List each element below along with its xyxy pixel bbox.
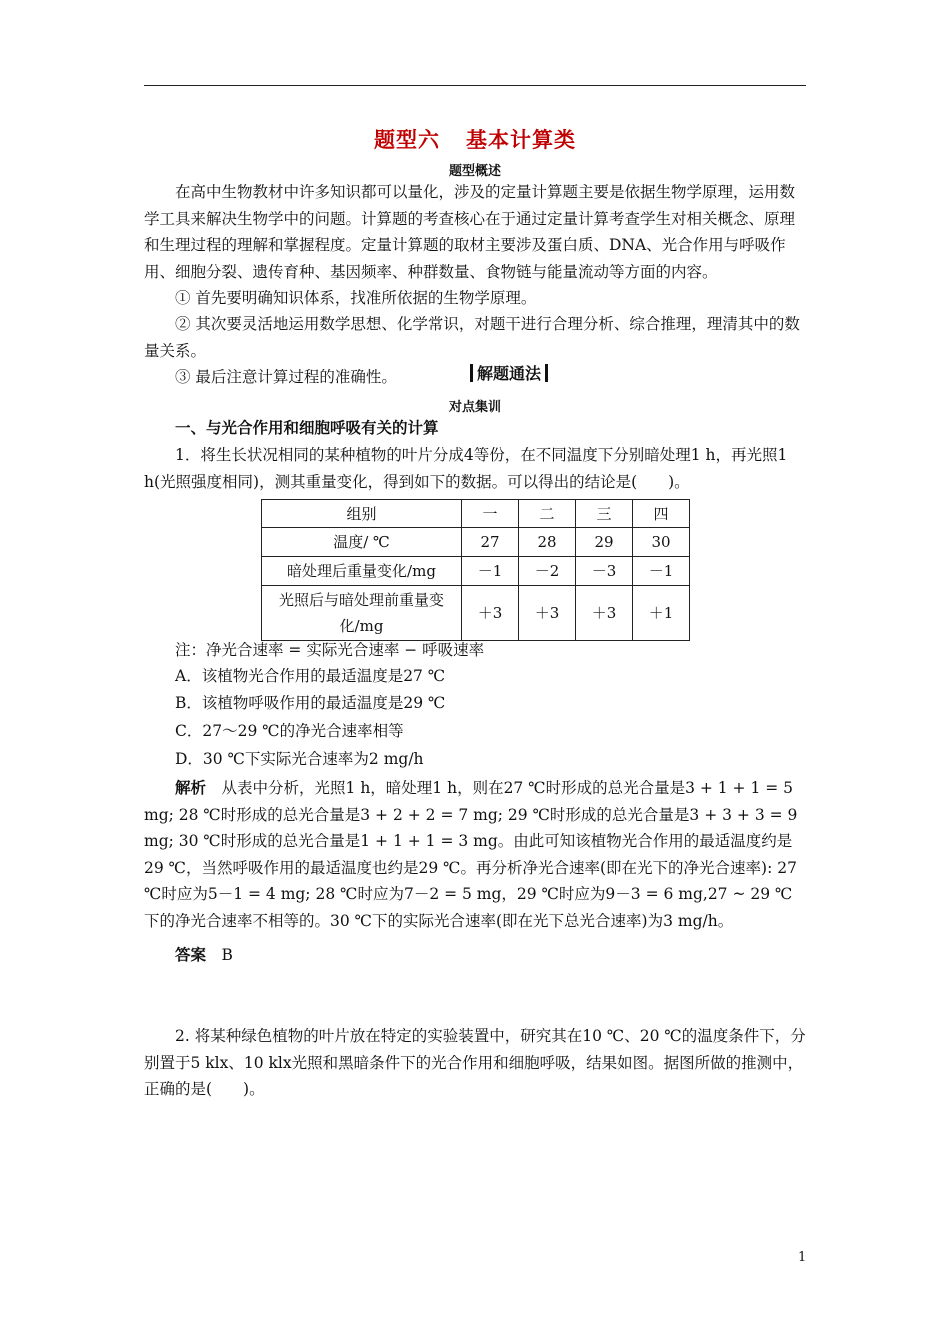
table-cell: 暗处理后重量变化/mg — [262, 557, 462, 586]
practice-label: 对点集训 — [448, 400, 501, 415]
table-row — [262, 557, 690, 586]
q1-option-b: B．该植物呼吸作用的最适温度是29 ℃ — [175, 694, 446, 712]
section1-heading: 一、与光合作用和细胞呼吸有关的计算 — [175, 418, 439, 437]
table-cell: 29 — [576, 528, 633, 557]
q1-option-c: C．27～29 ℃的净光合速率相等 — [175, 722, 404, 740]
table-cell: －3 — [576, 557, 633, 586]
table-cell: ＋3 — [462, 586, 519, 641]
point-1: ① 首先要明确知识体系，找准所依据的生物学原理。 — [175, 289, 537, 307]
answer-value: B — [221, 946, 233, 964]
table-cell: 30 — [633, 528, 690, 557]
table-cell: 28 — [519, 528, 576, 557]
q1-data-table — [261, 499, 690, 641]
q1-option-d: D．30 ℃下实际光合速率为2 mg/h — [175, 750, 424, 768]
table-cell: －2 — [519, 557, 576, 586]
table-row — [262, 586, 690, 641]
table-cell: 一 — [462, 500, 519, 528]
table-row — [262, 528, 690, 557]
q2-stem: 2. 将某种绿色植物的叶片放在特定的实验装置中，研究其在10 ℃、20 ℃的温度条件下，分别置于5 klx、10 klx光照和黑暗条件下的光合作用和细胞呼吸，结果如图。据图所做的推测中，正确的是( )。 — [144, 1027, 806, 1098]
q1-option-a: A．该植物光合作用的最适温度是27 ℃ — [175, 667, 446, 685]
point-3: ③ 最后注意计算过程的准确性。 — [175, 368, 397, 386]
table-cell: 27 — [462, 528, 519, 557]
table-cell: 三 — [576, 500, 633, 528]
header-rule — [144, 85, 806, 86]
table-cell: ＋3 — [576, 586, 633, 641]
analysis-label: 解析 — [175, 778, 207, 797]
intro-paragraph: 在高中生物教材中许多知识都可以量化，涉及的定量计算题主要是依据生物学原理，运用数学工具来解决生物学中的问题。计算题的考查核心在于通过定量计算考查学生对相关概念、原理和生理过程的理解和掌握程度。定量计算题的取材主要涉及蛋白质、DNA、光合作用与呼吸作用、细胞分裂、遗传育种、基因频率、种群数量、食物链与能量流动等方面的内容。 — [144, 183, 796, 281]
title-part1: 题型六 — [374, 127, 440, 152]
page-title — [0, 124, 950, 154]
table-cell: 二 — [519, 500, 576, 528]
table-cell: ＋1 — [633, 586, 690, 641]
page-number: 1 — [798, 1250, 807, 1265]
overview-label: 题型概述 — [448, 164, 501, 179]
q1-stem: 1．将生长状况相同的某种植物的叶片分成4等份，在不同温度下分别暗处理1 h，再光照1 h(光照强度相同)，测其重量变化，得到如下的数据。可以得出的结论是( )。 — [144, 446, 788, 491]
point-2: ② 其次要灵活地运用数学思想、化学常识，对题干进行合理分析、综合推理，理清其中的数量关系。 — [144, 315, 800, 360]
table-cell: 四 — [633, 500, 690, 528]
table-cell: －1 — [633, 557, 690, 586]
title-part2: 基本计算类 — [466, 127, 576, 152]
table-cell: 组别 — [262, 500, 462, 528]
method-badge: 解题通法 — [466, 361, 552, 384]
q1-analysis — [144, 775, 806, 934]
q1-note: 注：净光合速率 = 实际光合速率 − 呼吸速率 — [175, 641, 485, 659]
analysis-text: 从表中分析，光照1 h，暗处理1 h，则在27 ℃时形成的总光合量是3 + 1 + 1 = 5 mg; 28 ℃时形成的总光合量是3 + 2 + 2 = 7 mg; 29 ℃时形成的总光合量是3 + 3 + 3 = 9 mg; 30 ℃时形成的总光合量是1 + 1 + 1 = 3 mg。由此可知该植物光合作用的最适温度约是29 ℃，当然呼吸作用的最适温度也约是29 ℃。再分析净光合速率(即在光下的净光合速率): 27 ℃时应为5－1 = 4 mg; 28 ℃时应为7－2 = 5 mg，29 ℃时应为9－3 = 6 mg,27 ~ 29 ℃下的净光合速率不相等的。30 ℃下的实际光合速率(即在光下总光合速率)为3 mg/h。 — [144, 779, 798, 930]
q1-answer — [175, 942, 806, 969]
table-cell: －1 — [462, 557, 519, 586]
table-cell: 温度/ ℃ — [262, 528, 462, 557]
table-cell: ＋3 — [519, 586, 576, 641]
table-cell: 光照后与暗处理前重量变化/mg — [262, 586, 462, 641]
answer-label: 答案 — [175, 945, 207, 964]
table-header-row — [262, 500, 690, 528]
